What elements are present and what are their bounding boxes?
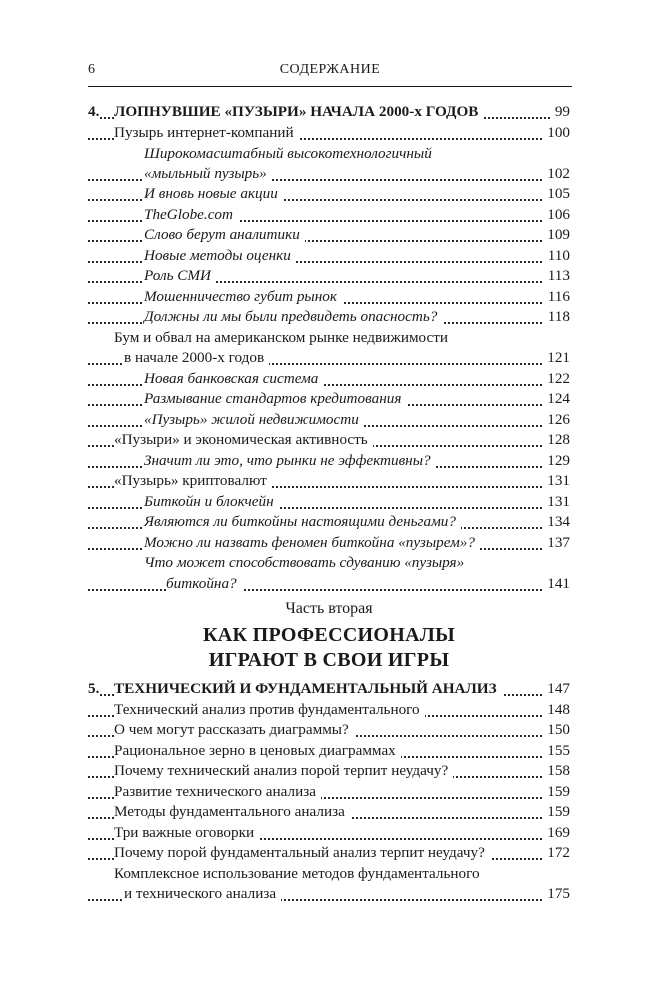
toc-entry-page: 128 bbox=[542, 430, 570, 450]
toc-entry-text: Слово берут аналитики bbox=[144, 225, 305, 245]
toc-entry-text: Методы фундаментального анализа bbox=[114, 802, 350, 822]
toc-entry-text: Бум и обвал на американском рынке недвижимости bbox=[114, 328, 453, 348]
dot-leader bbox=[88, 589, 570, 591]
toc-entry-page: 131 bbox=[542, 471, 570, 491]
toc-entry[interactable] bbox=[88, 884, 570, 904]
toc-entry-page: 175 bbox=[542, 884, 570, 904]
chapter-title: ТЕХНИЧЕСКИЙ И ФУНДАМЕНТАЛЬНЫЙ АНАЛИЗ bbox=[114, 679, 502, 699]
toc-entry-text: Три важные оговорки bbox=[114, 823, 259, 843]
toc-entry-text: О чем могут рассказать диаграммы? bbox=[114, 720, 354, 740]
toc-entry-text: Пузырь интернет-компаний bbox=[114, 123, 299, 143]
toc-entry[interactable] bbox=[88, 348, 570, 368]
toc-entry-text: Должны ли мы были предвидеть опасность? bbox=[144, 307, 442, 327]
toc-entry-page: 122 bbox=[542, 369, 570, 389]
toc-entry[interactable] bbox=[88, 553, 570, 573]
toc-entry[interactable] bbox=[88, 720, 570, 740]
chapter-title: ЛОПНУВШИЕ «ПУЗЫРИ» НАЧАЛА 2000-х ГОДОВ bbox=[114, 102, 483, 122]
toc-entry-text: Являются ли биткойны настоящими деньгами? bbox=[144, 512, 461, 532]
toc-entry[interactable] bbox=[88, 741, 570, 761]
toc-entry-text: Рациональное зерно в ценовых диаграммах bbox=[114, 741, 401, 761]
toc-entry[interactable] bbox=[88, 144, 570, 164]
toc-entry-text: Почему порой фундаментальный анализ терпит неудачу? bbox=[114, 843, 490, 863]
toc-entry-page: 118 bbox=[543, 307, 570, 327]
toc-entry-page: 172 bbox=[542, 843, 570, 863]
toc-entry-page: 148 bbox=[542, 700, 570, 720]
toc-entry-page: 155 bbox=[542, 741, 570, 761]
toc-entry-text: «мыльный пузырь» bbox=[144, 164, 272, 184]
toc-entry[interactable] bbox=[88, 205, 570, 225]
chapter-4-heading[interactable] bbox=[88, 102, 570, 122]
page-number: 6 bbox=[88, 62, 96, 77]
chapter-number: 5. bbox=[88, 680, 100, 697]
chapter-page: 99 bbox=[550, 102, 570, 122]
toc-entry-text: в начале 2000-х годов bbox=[124, 348, 269, 368]
toc-entry-page: 159 bbox=[542, 802, 570, 822]
toc-entry[interactable] bbox=[88, 123, 570, 143]
toc-entry-text: Технический анализ против фундаментального bbox=[114, 700, 425, 720]
toc-entry[interactable] bbox=[88, 823, 570, 843]
part-label: Часть вторая bbox=[285, 600, 373, 617]
toc-entry-page: 109 bbox=[542, 225, 570, 245]
toc-entry-text: «Пузырь» криптовалют bbox=[114, 471, 272, 491]
toc-entry[interactable] bbox=[88, 430, 570, 450]
toc-entry[interactable] bbox=[88, 451, 570, 471]
toc-entry-text: Роль СМИ bbox=[144, 266, 216, 286]
toc-entry[interactable] bbox=[88, 512, 570, 532]
part-title-line-2: ИГРАЮТ В СВОИ ИГРЫ bbox=[208, 649, 450, 671]
running-title: СОДЕРЖАНИЕ bbox=[279, 62, 381, 77]
toc-entry-page: 100 bbox=[542, 123, 570, 143]
toc-entry-page: 141 bbox=[542, 574, 570, 594]
toc-entry-text: Значит ли это, что рынки не эффективны? bbox=[144, 451, 436, 471]
toc-entry[interactable] bbox=[88, 307, 570, 327]
header-rule bbox=[88, 86, 572, 87]
toc-entry-text: Новые методы оценки bbox=[144, 246, 296, 266]
toc-entry[interactable] bbox=[88, 700, 570, 720]
toc-entry[interactable] bbox=[88, 184, 570, 204]
toc-entry[interactable] bbox=[88, 471, 570, 491]
toc-entry-page: 121 bbox=[542, 348, 570, 368]
toc-entry[interactable] bbox=[88, 164, 570, 184]
toc-entry[interactable] bbox=[88, 843, 570, 863]
toc-entry[interactable] bbox=[88, 246, 570, 266]
toc-entry-page: 105 bbox=[542, 184, 570, 204]
chapter-page: 147 bbox=[542, 679, 570, 699]
toc-entry-page: 131 bbox=[542, 492, 570, 512]
toc-entry[interactable] bbox=[88, 492, 570, 512]
toc-entry[interactable] bbox=[88, 574, 570, 594]
toc-entry[interactable] bbox=[88, 410, 570, 430]
toc-entry[interactable] bbox=[88, 533, 570, 553]
toc-entry-page: 116 bbox=[543, 287, 570, 307]
toc-entry[interactable] bbox=[88, 864, 570, 884]
toc-entry[interactable] bbox=[88, 761, 570, 781]
part-title-line-1: КАК ПРОФЕССИОНАЛЫ bbox=[202, 624, 456, 646]
toc-entry-text: Развитие технического анализа bbox=[114, 782, 321, 802]
toc-entry-page: 113 bbox=[543, 266, 570, 286]
toc-entry-text: «Пузырь» жилой недвижимости bbox=[144, 410, 364, 430]
toc-entry-text: TheGlobe.com bbox=[144, 205, 238, 225]
toc-entry[interactable] bbox=[88, 802, 570, 822]
toc-entry-page: 124 bbox=[542, 389, 570, 409]
toc-entry-page: 126 bbox=[542, 410, 570, 430]
toc-entry[interactable] bbox=[88, 389, 570, 409]
toc-entry[interactable] bbox=[88, 287, 570, 307]
toc-entry[interactable] bbox=[88, 225, 570, 245]
toc-entry-page: 158 bbox=[542, 761, 570, 781]
toc-entry-text: Можно ли назвать феномен биткойна «пузырем»? bbox=[144, 533, 480, 553]
toc-entry-page: 134 bbox=[542, 512, 570, 532]
toc-entry[interactable] bbox=[88, 782, 570, 802]
toc-entry-page: 159 bbox=[542, 782, 570, 802]
toc-entry[interactable] bbox=[88, 369, 570, 389]
toc-entry-text: биткойна? bbox=[166, 574, 242, 594]
toc-entry-text: Широкомасштабный высокотехнологичный bbox=[144, 144, 437, 164]
toc-entry-page: 110 bbox=[543, 246, 570, 266]
toc-entry-text: Размывание стандартов кредитования bbox=[144, 389, 406, 409]
toc-entry[interactable] bbox=[88, 266, 570, 286]
toc-entry-text: Что может способствовать сдуванию «пузыря» bbox=[144, 553, 469, 573]
toc-entry-text: и технического анализа bbox=[124, 884, 281, 904]
chapter-number: 4. bbox=[88, 103, 100, 120]
toc-entry-page: 150 bbox=[542, 720, 570, 740]
toc-entry-page: 169 bbox=[542, 823, 570, 843]
toc-entry-text: Биткойн и блокчейн bbox=[144, 492, 279, 512]
toc-entry-text: Новая банковская система bbox=[144, 369, 323, 389]
toc-entry[interactable] bbox=[88, 328, 570, 348]
toc-entry-text: «Пузыри» и экономическая активность bbox=[114, 430, 373, 450]
toc-entry-text: Комплексное использование методов фундаментального bbox=[114, 864, 485, 884]
toc-entry-page: 137 bbox=[542, 533, 570, 553]
toc-entry-text: Мошенничество губит рынок bbox=[144, 287, 342, 307]
toc-entry-text: Почему технический анализ порой терпит неудачу? bbox=[114, 761, 453, 781]
toc-entry-text: И вновь новые акции bbox=[144, 184, 283, 204]
toc-entry-page: 106 bbox=[542, 205, 570, 225]
toc-entry-page: 102 bbox=[542, 164, 570, 184]
toc-entry-page: 129 bbox=[542, 451, 570, 471]
chapter-5-heading[interactable] bbox=[88, 679, 570, 699]
